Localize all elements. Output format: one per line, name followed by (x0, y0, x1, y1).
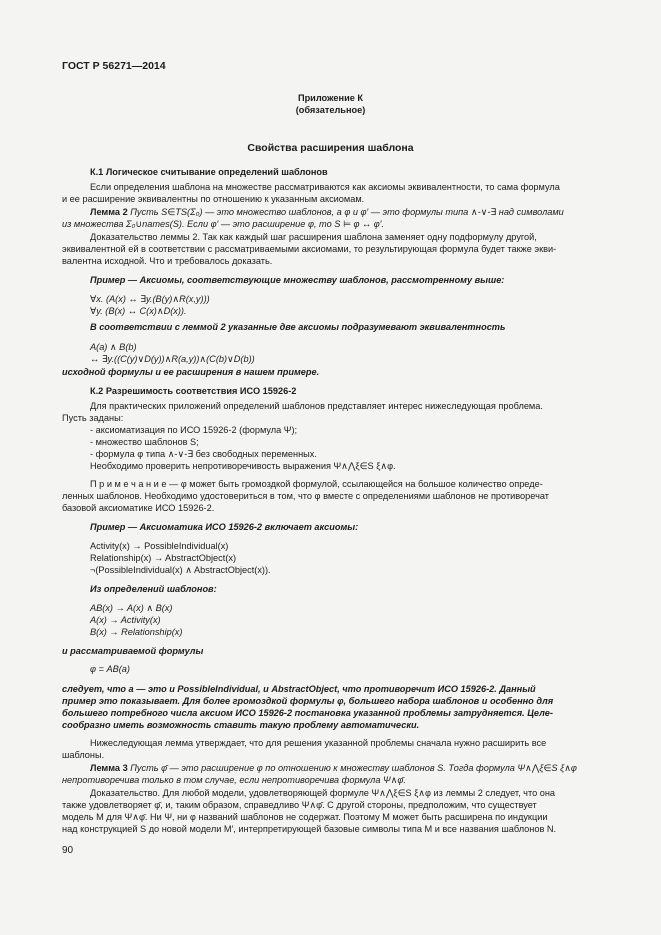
conclusion-line: большего потребного числа аксиом ИСО 15926-2 постановка указанной проблемы затрудняется. Целе- (62, 708, 553, 718)
formula: φ = AB(a) (90, 664, 130, 674)
formula: AB(x) → A(x) ∧ B(x) (90, 603, 173, 613)
list-item: - аксиоматизация по ИСО 15926-2 (формула Ψ); (90, 425, 298, 435)
appendix-title: Приложение К (297, 93, 364, 103)
lemma-text: Пусть S∈TS(Σ₀) — это множество шаблонов, а φ и φ′ — это формулы типа ∧-∨-∃ над символами (130, 207, 564, 217)
lemma-text: Пусть φ̄ — это расширение φ по отношению к множеству шаблонов S. Тогда формула Ψ∧⋀ξ∈S ξ∧φ (130, 763, 577, 773)
proof-line: также удовлетворяет φ̄, и, таким образом, справедливо Ψ∧φ̄. С другой стороны, предположим, что существует (62, 800, 537, 810)
formula: B(x) → Relationship(x) (90, 627, 183, 637)
paragraph-line: Если определения шаблона на множестве рассматриваются как аксиомы эквивалентности, то сама формула (90, 182, 560, 192)
formula: ∀x. (A(x) ↔ ∃y.(B(y)∧R(x,y))) (90, 294, 210, 304)
note-line: базовой аксиоматике ИСО 15926-2. (62, 503, 215, 513)
page-number: 90 (62, 845, 74, 856)
example-title: Пример — Аксиоматика ИСО 15926-2 включает аксиомы: (90, 522, 359, 532)
conclusion-line: следует, что a — это и PossibleIndividual, и AbstractObject, что противоречит ИСО 15926-2. Данный (62, 684, 536, 694)
formula: Activity(x) → PossibleIndividual(x) (90, 541, 229, 551)
formula: ↔ ∃y.((C(y)∨D(y))∧R(a,y))∧(C(b)∨D(b)) (90, 354, 255, 364)
conclusion-line: пример это показывает. Для более громоздкой формулы φ, большего набора шаблонов и особенно для (62, 696, 554, 706)
list-item: - множество шаблонов S; (90, 437, 199, 447)
lemma-line (62, 207, 599, 218)
example-subtitle: Из определений шаблонов: (90, 584, 217, 594)
proof-line: модель M для Ψ∧φ̄. Ни Ψ, ни φ названий шаблонов не содержат. Поэтому M может быть расширена по индукции (62, 812, 548, 822)
appendix-status: (обязательное) (295, 105, 366, 115)
list-item: - формула φ типа ∧-∨-∃ без свободных переменных. (90, 449, 317, 459)
formula: A(a) ∧ B(b) (90, 342, 137, 352)
formula: ¬(PossibleIndividual(x) ∧ AbstractObject(x)). (90, 565, 271, 575)
lemma-heading: Лемма 3 (90, 763, 128, 773)
example-note: В соответствии с леммой 2 указанные две аксиомы подразумевают эквивалентность (90, 322, 506, 332)
paragraph-line: и ее расширение эквивалентны по отношению к указанным аксиомам. (62, 194, 365, 204)
proof-line: Доказательство. Для любой модели, удовлетворяющей формуле Ψ∧⋀ξ∈S ξ∧φ из леммы 2 следует, что она (90, 788, 556, 798)
example-title: Пример — Аксиомы, соответствующие множеству шаблонов, рассмотренному выше: (90, 275, 505, 285)
proof-line: над конструкцией S до новой модели M′, интерпретирующей базовые символы типа M и все названия шаблонов N. (62, 824, 557, 834)
paragraph-line: Пусть заданы: (62, 413, 124, 423)
section-title: К.1 Логическое считывание определений шаблонов (90, 167, 328, 177)
main-title: Свойства расширения шаблона (247, 142, 414, 154)
conclusion-line: сообразно иметь возможность ставить такую проблему автоматически. (62, 720, 420, 730)
paragraph-line: Для практических приложений определений шаблонов представляет интерес нижеследующая проблема. (90, 401, 543, 411)
lemma-line: непротиворечива только в том случае, если непротиворечива формула Ψ∧φ̄. (62, 775, 406, 785)
formula: ∀y. (B(x) ↔ C(x)∧D(x)). (90, 306, 187, 316)
standard-header: ГОСТ Р 56271—2014 (62, 60, 166, 72)
proof-line: Доказательство леммы 2. Так как каждый шаг расширения шаблона заменяет одну подформулу другой, (90, 232, 537, 242)
note-line: ленных шаблонов. Необходимо удостовериться в том, что φ вместе с определениями шаблонов не противоречат (62, 491, 549, 501)
lemma-heading: Лемма 2 (90, 207, 128, 217)
lemma-line: из множества Σ₀∪names(S). Если φ′ — это расширение φ, то S ⊨ φ ↔ φ′. (62, 219, 385, 229)
paragraph-line: шаблоны. (62, 750, 105, 760)
example-end: исходной формулы и ее расширения в нашем примере. (62, 367, 320, 377)
proof-line: эквивалентной ей в соответствии с рассматриваемыми аксиомами, то результирующая формула будет также экви- (62, 244, 557, 254)
formula: A(x) → Activity(x) (90, 615, 161, 625)
formula: Relationship(x) → AbstractObject(x) (90, 553, 237, 563)
paragraph-line: Нижеследующая лемма утверждает, что для решения указанной проблемы сначала нужно расширить все (90, 738, 547, 748)
paragraph-line: Необходимо проверить непротиворечивость выражения Ψ∧⋀ξ∈S ξ∧φ. (90, 461, 396, 471)
lemma-line (62, 763, 599, 774)
proof-line: валентна исходной. Что и требовалось доказать. (62, 256, 273, 266)
note-line: П р и м е ч а н и е — φ может быть громоздкой формулой, ссылающейся на большое количество опреде- (90, 479, 543, 489)
section-title: К.2 Разрешимость соответствия ИСО 15926-2 (90, 386, 297, 396)
example-subtitle: и рассматриваемой формулы (62, 646, 204, 656)
